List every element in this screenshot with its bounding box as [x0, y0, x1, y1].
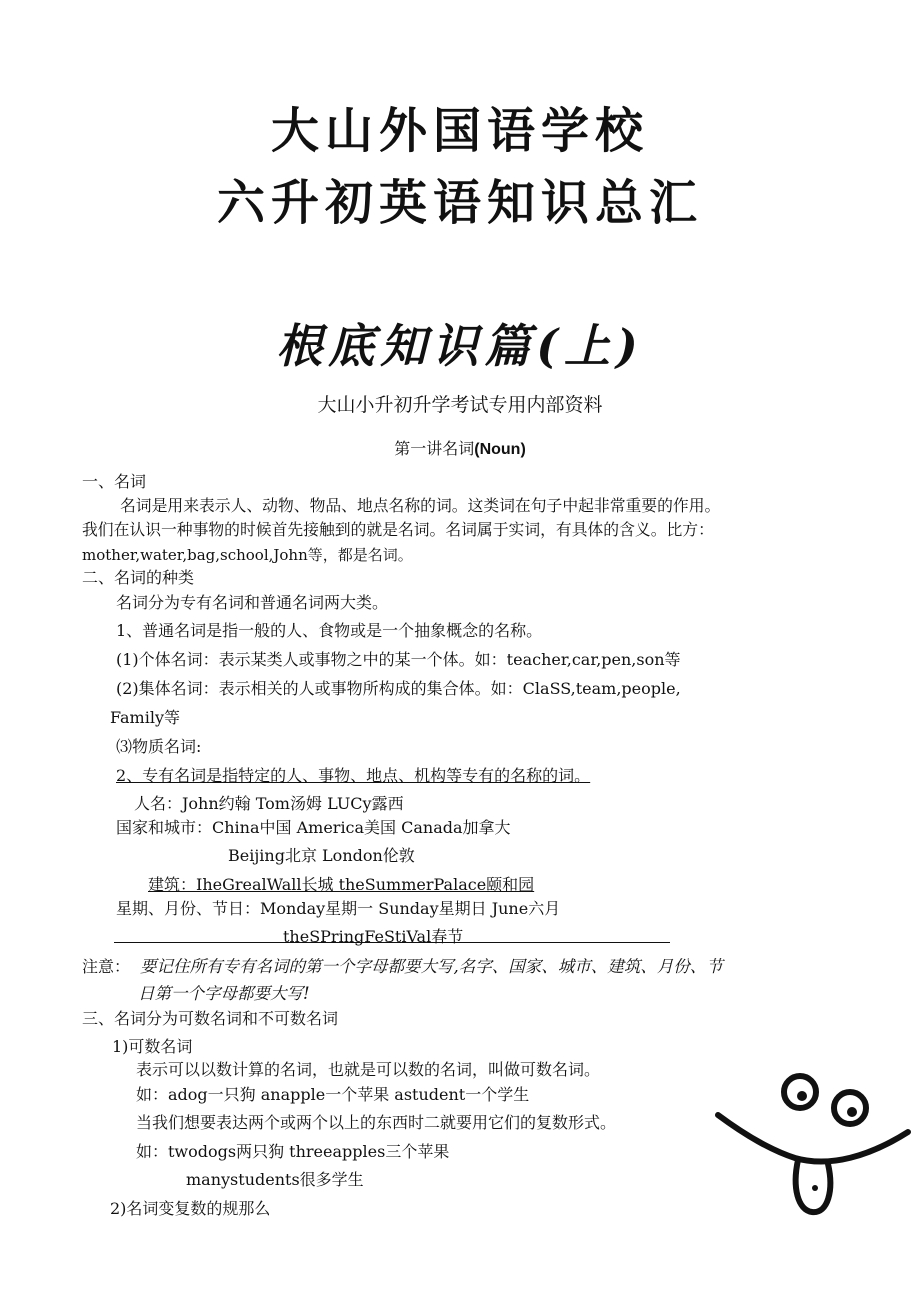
document-title: 六升初英语知识总汇 [216, 175, 703, 231]
note-line1: 要记住所有专有名词的第一个字母都要大写,名字、国家、城市、建筑、月份、节 [140, 957, 723, 976]
countable-example-3: manystudents很多学生 [186, 1170, 364, 1189]
material-noun-def: ⑶物质名词: [116, 737, 202, 756]
section3-heading: 三、名词分为可数名词和不可数名词 [82, 1009, 339, 1028]
proper-noun-dates: 星期、月份、节日：Monday星期一 Sunday星期日 June六月 [116, 899, 561, 918]
lecture-title-cn: 第一讲名词 [394, 439, 475, 458]
collective-noun-def-line1: (2)集体名词：表示相关的人或事物所构成的集合体。如：ClaSS,team,people, [116, 679, 681, 698]
plural-intro: 当我们想要表达两个或两个以上的东西时二就要用它们的复数形式。 [136, 1113, 617, 1132]
proper-noun-festival: theSPringFeStiVal春节 [283, 927, 464, 946]
proper-noun-buildings: 建筑：IheGrealWall长城 theSummerPalace颐和园 [148, 875, 535, 894]
note-line2: 日第一个字母都要大写! [138, 984, 310, 1003]
section1-para-line2: 我们在认识一种事物的时候首先接触到的就是名词。名词属于实词，有具体的含义。比方： [82, 520, 714, 539]
common-noun-def: 1、普通名词是指一般的人、食物或是一个抽象概念的名称。 [116, 621, 543, 640]
countable-noun-heading: 1)可数名词 [112, 1037, 193, 1056]
section1-para-line1: 名词是用来表示人、动物、物品、地点名称的词。这类词在句子中起非常重要的作用。 [120, 496, 721, 515]
proper-noun-def: 2、专有名词是指特定的人、事物、地点、机构等专有的名称的词。 [116, 766, 591, 785]
school-title: 大山外国语学校 [270, 103, 649, 159]
lecture-title [0, 436, 920, 459]
proper-noun-countries: 国家和城市：China中国 America美国 Canada加拿大 [116, 818, 511, 837]
section1-heading: 一、名词 [82, 472, 147, 491]
subtitle: 大山小升初升学考试专用内部资料 [317, 394, 603, 416]
note-label: 注意： [82, 957, 131, 976]
smiley-face-icon [700, 1060, 915, 1225]
collective-noun-def-line2: Family等 [110, 708, 181, 727]
countable-noun-def: 表示可以以数计算的名词，也就是可以数的名词，叫做可数名词。 [136, 1060, 601, 1079]
countable-example-2: 如：twodogs两只狗 threeapples三个苹果 [136, 1142, 450, 1161]
countable-example-1: 如：adog一只狗 anapple一个苹果 astudent一个学生 [136, 1085, 530, 1104]
individual-noun-def: (1)个体名词：表示某类人或事物之中的某一个体。如：teacher,car,pen,son等 [116, 650, 681, 669]
proper-noun-cities: Beijing北京 London伦敦 [228, 846, 415, 865]
section2-heading: 二、名词的种类 [82, 568, 195, 587]
lecture-title-en: (Noun) [474, 441, 526, 458]
section1-para-line3: mother,water,bag,school,John等，都是名词。 [82, 546, 413, 564]
proper-noun-names: 人名：John约翰 Tom汤姆 LUCy露西 [134, 794, 404, 813]
part-title: 根底知识篇(上) [276, 319, 644, 373]
section2-intro: 名词分为专有名词和普通名词两大类。 [116, 593, 389, 612]
plural-rules-heading: 2)名词变复数的规那么 [110, 1199, 271, 1218]
